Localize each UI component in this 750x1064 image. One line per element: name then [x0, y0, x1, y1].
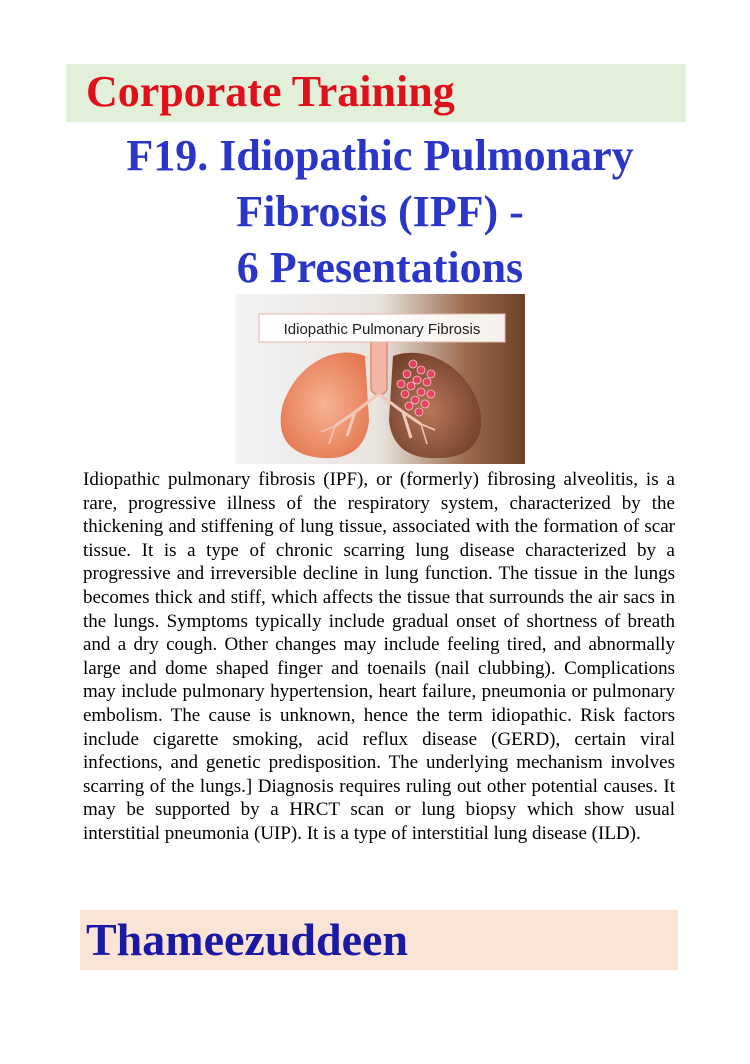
header-label: Corporate Training: [86, 67, 455, 116]
lung-illustration: [235, 294, 525, 464]
title-line-2: Fibrosis (IPF) -: [236, 187, 524, 236]
author-name: Thameezuddeen: [86, 914, 408, 965]
illustration-caption: Idiopathic Pulmonary Fibrosis: [283, 321, 481, 338]
lungs-icon: [235, 294, 525, 464]
title-line-3: 6 Presentations: [236, 243, 524, 292]
footer-banner: [80, 910, 678, 970]
description-paragraph: Idiopathic pulmonary fibrosis (IPF), or (formerly) fibrosing alveolitis, is a rare, progressive illness of the respiratory system, characterized by the thickening and stiffening of lung tissue, associated with the formation of scar tissue. It is a type of chronic scarring lung disease characterized by a progressive and irreversible decline in lung function. The tissue in the lungs becomes thick and stiff, which affects the tissue that surrounds the air sacs in the lungs. Symptoms typically include gradual onset of shortness of breath and a dry cough. Other changes may include feeling tired, and abnormally large and dome shaped finger and toenails (nail clubbing). Complications may include pulmonary hypertension, heart failure, pneumonia or pulmonary embolism. The cause is unknown, hence the term idiopathic. Risk factors include cigarette smoking, acid reflux disease (GERD), certain viral infections, and genetic predisposition. The underlying mechanism involves scarring of the lungs.] Diagnosis requires ruling out other potential causes. It may be supported by a HRCT scan or lung biopsy which show usual interstitial pneumonia (UIP). It is a type of interstitial lung disease (ILD).: [83, 469, 675, 844]
page-title: [60, 128, 700, 296]
title-line-1: F19. Idiopathic Pulmonary: [126, 131, 634, 180]
header-banner: [66, 64, 686, 122]
